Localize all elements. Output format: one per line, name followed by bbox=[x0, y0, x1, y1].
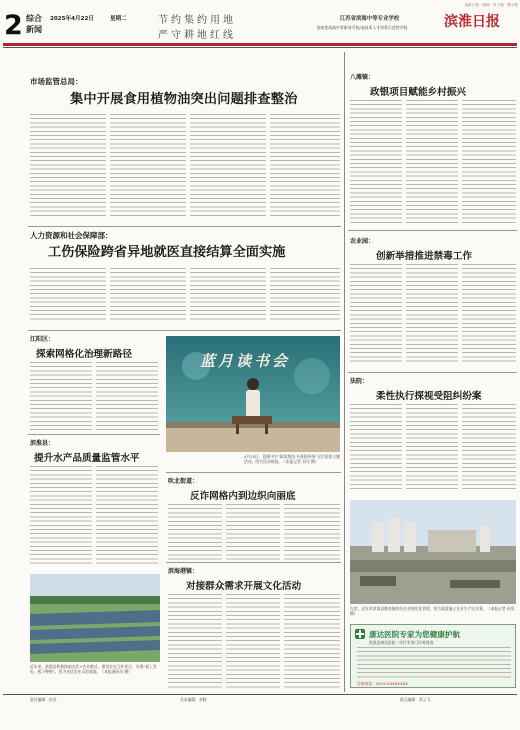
medical-article-body-col-2 bbox=[110, 268, 186, 322]
food-article-kicker: 市场监管总局： bbox=[30, 77, 83, 86]
culture-place: 滨海港镇： bbox=[168, 568, 199, 575]
bajiao-body-col-2 bbox=[406, 100, 458, 224]
section-name-1: 综合 bbox=[26, 14, 42, 23]
aquatic-body-col-2 bbox=[96, 466, 158, 566]
ad-subtitle: 滨淮县康达医院 · 诊疗专家门诊时间表 bbox=[369, 640, 434, 645]
slogan-line-1: 节约集约用地 bbox=[158, 15, 236, 26]
fraud-body-col-1 bbox=[168, 504, 222, 560]
agri-headline: 创新举措推进禁毒工作 bbox=[376, 251, 472, 262]
divider-medical bbox=[28, 330, 341, 331]
footer-editor: 责任编辑：孙昊 bbox=[30, 697, 57, 702]
agri-place: 农业园： bbox=[350, 238, 375, 245]
jiangyan-body-col-1 bbox=[30, 362, 92, 430]
aquatic-place: 滨淮县： bbox=[30, 440, 55, 447]
agri-body-col-2 bbox=[406, 264, 458, 364]
medical-article-body-col-3 bbox=[190, 268, 266, 322]
agri-body-col-3 bbox=[462, 264, 516, 364]
divider-fraud bbox=[166, 562, 341, 563]
medical-article-headline: 工伤保险跨省异地就医直接结算全面实施 bbox=[48, 245, 286, 260]
section-name-2: 新闻 bbox=[26, 25, 42, 34]
divider-jiangyan bbox=[28, 434, 160, 435]
masthead-rule bbox=[3, 43, 517, 46]
medical-article-body-col-1 bbox=[30, 268, 106, 322]
industry-photo bbox=[350, 500, 516, 604]
issue-date: 2025年4月22日 bbox=[50, 16, 95, 22]
food-article-headline: 集中开展食用植物油突出问题排查整治 bbox=[70, 92, 298, 107]
court-place: 法院： bbox=[350, 378, 369, 385]
solar-fields-caption: 近年来，滨淮县积极探索光伏+农业模式，建设农光互补项目，实现“板上发电、板下种植”。图为光伏农业示范基地。（本报通讯员 摄） bbox=[30, 664, 157, 674]
aquatic-body-col-1 bbox=[30, 466, 92, 566]
court-headline: 柔性执行探视受阻纠纷案 bbox=[376, 391, 482, 402]
ad-title: 康达医院专家为您健康护航 bbox=[369, 630, 461, 639]
aquatic-headline: 提升水产品质量监管水平 bbox=[34, 453, 140, 464]
ad-phone: 咨询电话：0515-XXXXXXXX bbox=[357, 681, 408, 686]
newspaper-logo: 滨淮日报 bbox=[444, 14, 500, 30]
divider-photo bbox=[166, 472, 341, 473]
bajiao-body-col-3 bbox=[462, 100, 516, 224]
agri-body-col-1 bbox=[350, 264, 402, 364]
issue-weekday: 星期二 bbox=[110, 16, 127, 22]
medical-article-body-col-4 bbox=[270, 268, 340, 322]
food-article-body-col-4 bbox=[270, 114, 340, 218]
masthead-rule-thin bbox=[3, 47, 517, 48]
divider-bajiao bbox=[348, 230, 517, 231]
top-right-links[interactable]: 滨淮日报 · 版面 · 电子版 · 数字报 bbox=[464, 3, 518, 7]
solar-fields-photo bbox=[30, 574, 160, 662]
culture-body-col-3 bbox=[284, 594, 340, 688]
medical-article-kicker: 人力资源和社会保障部： bbox=[30, 231, 113, 240]
footer-rule bbox=[3, 694, 517, 695]
court-body-col-3 bbox=[462, 404, 516, 490]
food-article-body-col-3 bbox=[190, 114, 266, 218]
court-body-col-1 bbox=[350, 404, 402, 490]
bajiao-body-col-1 bbox=[350, 100, 402, 224]
divider-food bbox=[28, 226, 341, 227]
page-number: 2 bbox=[4, 10, 23, 41]
bajiao-place: 八滩镇： bbox=[350, 74, 375, 81]
ad-cross-icon bbox=[355, 629, 365, 639]
culture-body-col-1 bbox=[168, 594, 222, 688]
culture-headline: 对接群众需求开展文化活动 bbox=[186, 581, 302, 592]
hospital-ad[interactable] bbox=[350, 624, 516, 688]
food-article-body-col-1 bbox=[30, 114, 106, 218]
divider-agri bbox=[348, 372, 517, 373]
food-article-body-col-2 bbox=[110, 114, 186, 218]
fraud-place: 吹北街道： bbox=[168, 478, 199, 485]
publisher-line-2: 国家优质高中等职业学校/高技术人才培养示范性学校 bbox=[316, 25, 408, 30]
ad-body bbox=[357, 647, 511, 679]
industry-photo-caption: 在滨，近年来滨淮县推进搅拌站企业规范化管理，图为某混凝土企业生产区实景。（本报记者 孙昊 摄） bbox=[350, 606, 515, 616]
masthead bbox=[0, 0, 520, 62]
culture-body-col-2 bbox=[226, 594, 280, 688]
fraud-headline: 反诈网格内到边织向丽底 bbox=[190, 491, 296, 502]
jiangyan-place: 江阳区： bbox=[30, 336, 55, 343]
reading-photo-banner: 蓝月读书会 bbox=[200, 352, 291, 370]
column-divider bbox=[344, 52, 345, 692]
reading-photo-caption: 4月15日，悬淮中学“阅读悦读·书香阅传统”全民阅读主题活动。图为活动现场。（本报记者 刘写 摄） bbox=[244, 454, 340, 464]
bajiao-headline: 政银项目赋能乡村振兴 bbox=[370, 87, 466, 98]
slogan-line-2: 严守耕地红线 bbox=[158, 30, 236, 41]
footer-designer: 美术编辑：李晓 bbox=[180, 697, 207, 702]
jiangyan-body-col-2 bbox=[96, 362, 158, 430]
court-body-col-2 bbox=[406, 404, 458, 490]
fraud-body-col-3 bbox=[284, 504, 340, 560]
fraud-body-col-2 bbox=[226, 504, 280, 560]
footer-layout: 版式编辑：蔡云飞 bbox=[400, 697, 431, 702]
publisher-line-1: 江苏省滨海中等专业学校 bbox=[339, 16, 400, 22]
jiangyan-headline: 探索网格化治理新路径 bbox=[36, 349, 132, 360]
